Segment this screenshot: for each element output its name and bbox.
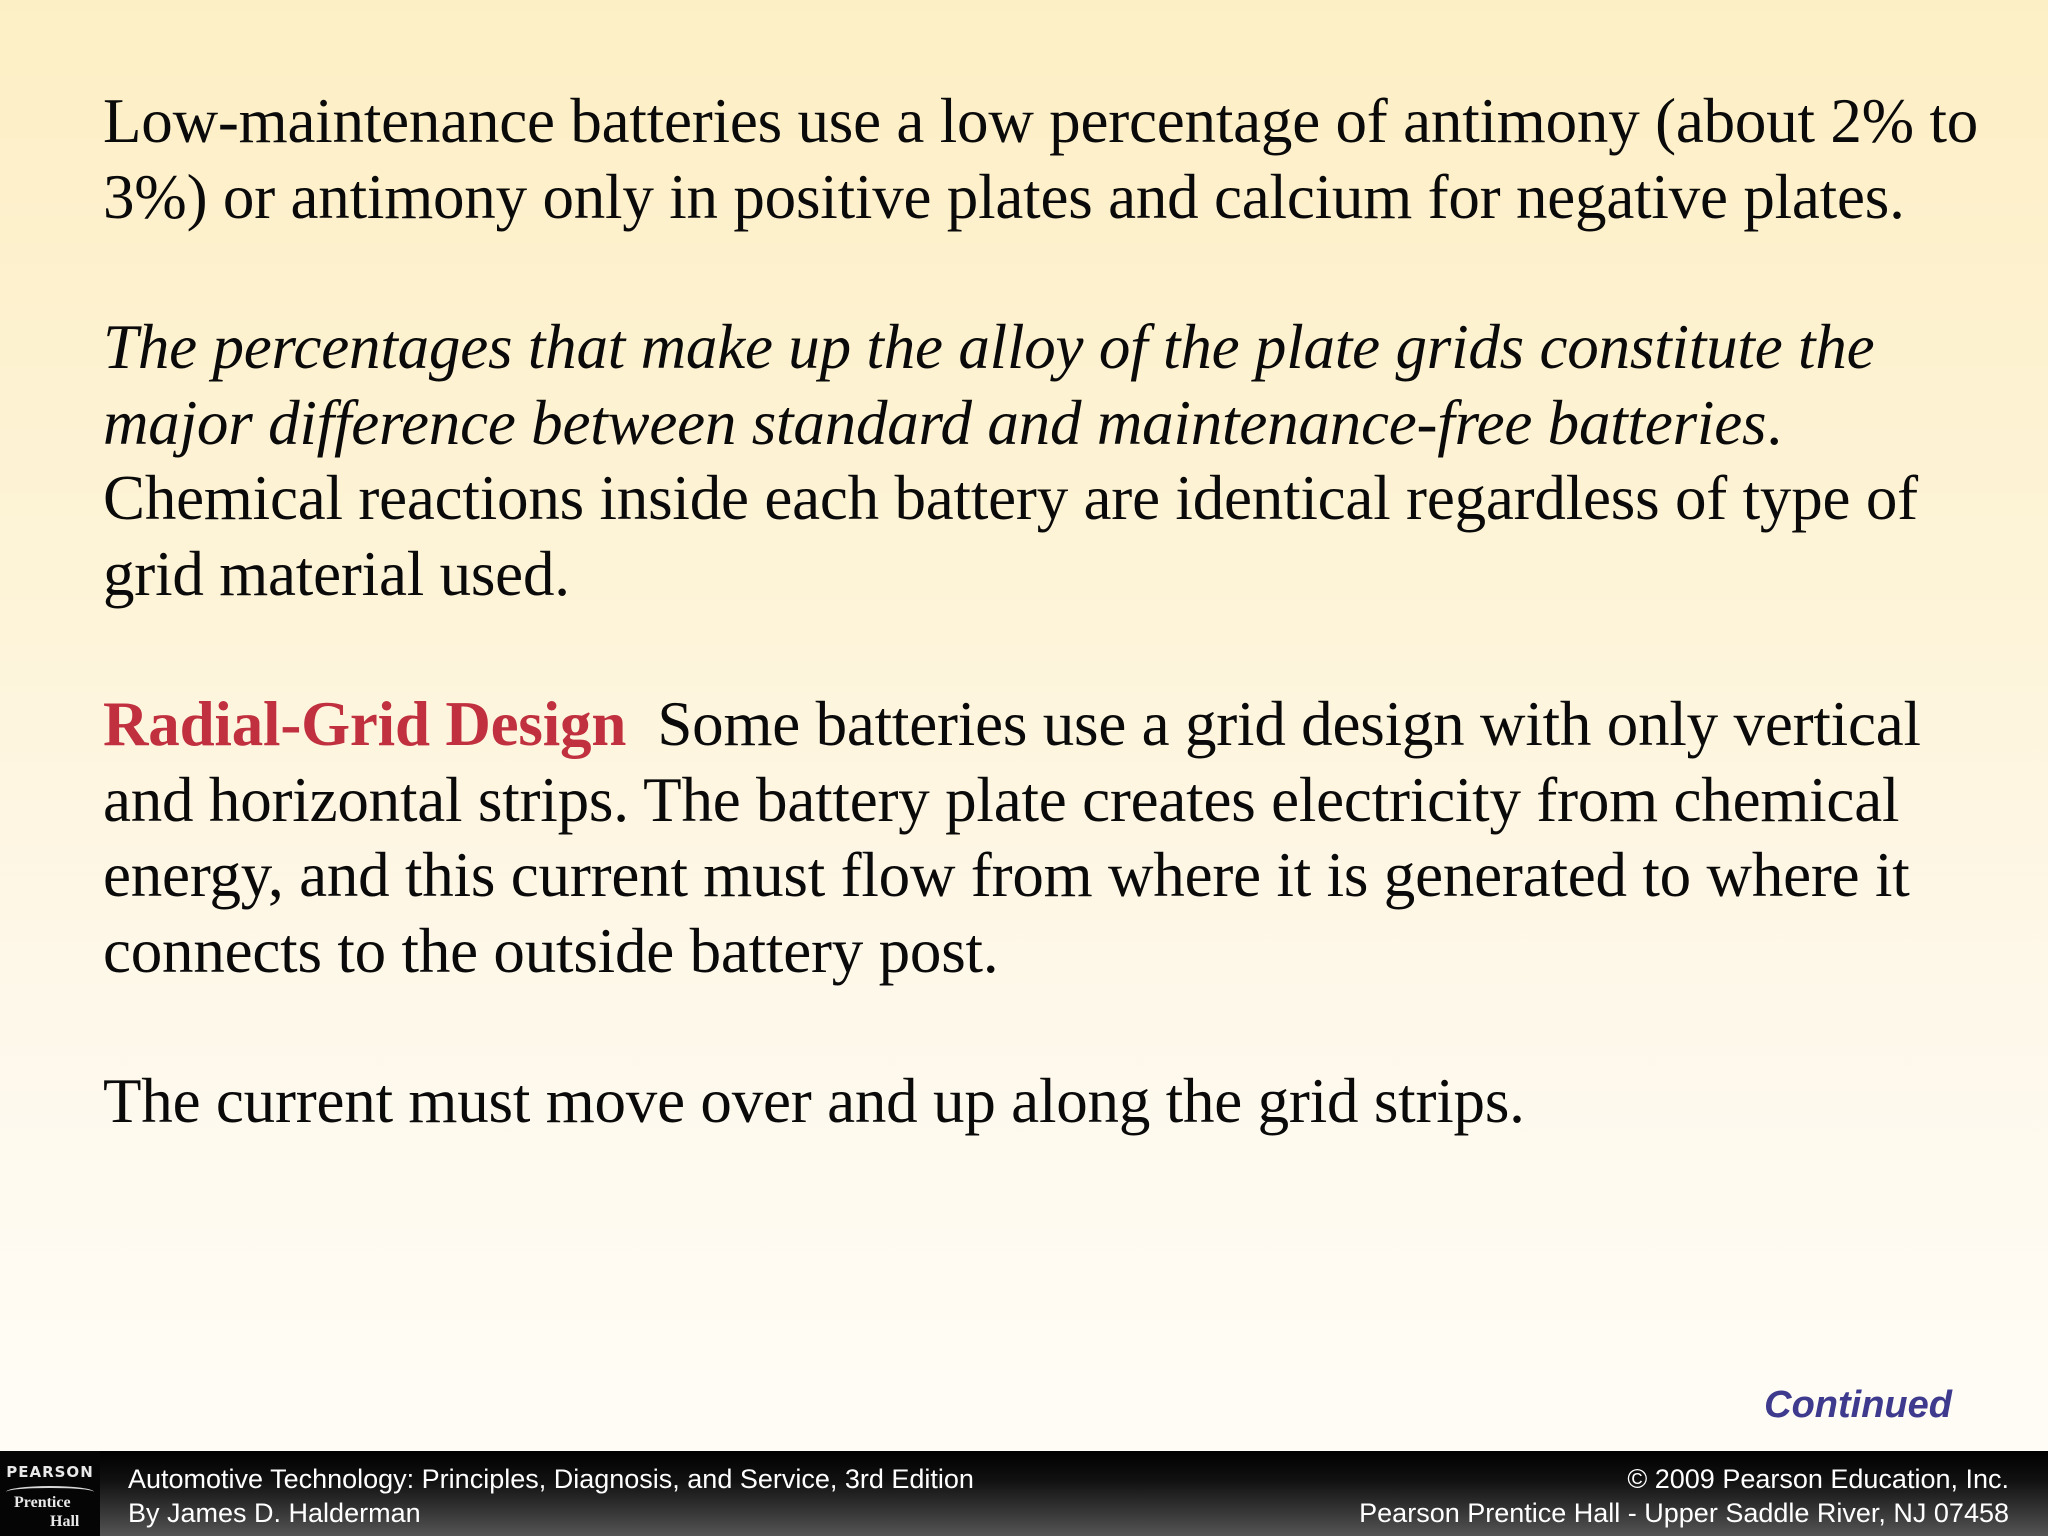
logo-text-middle: Prentice — [14, 1494, 71, 1511]
book-info — [128, 1462, 974, 1530]
copyright-info — [1359, 1462, 2009, 1530]
paragraph-text: . Chemical reactions inside each battery are identical regardless of type of grid material used. — [103, 387, 1918, 609]
logo-text-top: PEARSON — [6, 1463, 94, 1481]
paragraph-low-maintenance — [103, 84, 2003, 235]
paragraph-radial-grid — [103, 687, 2003, 989]
pearson-prentice-hall-logo — [0, 1451, 100, 1536]
book-title: Automotive Technology: Principles, Diagnosis, and Service, 3rd Edition — [128, 1464, 974, 1494]
slide-body — [103, 84, 2003, 1140]
section-heading: Radial-Grid Design — [103, 689, 627, 759]
paragraph-text: The current must move over and up along the grid strips. — [103, 1066, 1525, 1136]
continued-label: Continued — [1764, 1384, 1952, 1426]
copyright-line: © 2009 Pearson Education, Inc. — [1627, 1464, 2009, 1494]
emphasis-text: The percentages that make up the alloy of the plate grids constitute the major difference between standard and maintenance-free batteries — [103, 312, 1875, 458]
publisher-address: Pearson Prentice Hall - Upper Saddle River, NJ 07458 — [1359, 1498, 2009, 1528]
book-author: By James D. Halderman — [128, 1498, 421, 1528]
logo-text-bottom: Hall — [50, 1513, 80, 1530]
paragraph-alloy-percentages — [103, 310, 2003, 612]
footer-bar — [0, 1451, 2048, 1536]
paragraph-text: Low-maintenance batteries use a low percentage of antimony (about 2% to 3%) or antimony only in positive plates and calcium for negative plates. — [103, 86, 1979, 232]
paragraph-current-flow — [103, 1064, 2003, 1140]
paragraph-text: Some batteries use a grid design with only vertical and horizontal strips. The battery plate creates electricity from chemical energy, and this current must flow from where it is generated to where it connects to the outside battery post. — [103, 689, 1921, 986]
